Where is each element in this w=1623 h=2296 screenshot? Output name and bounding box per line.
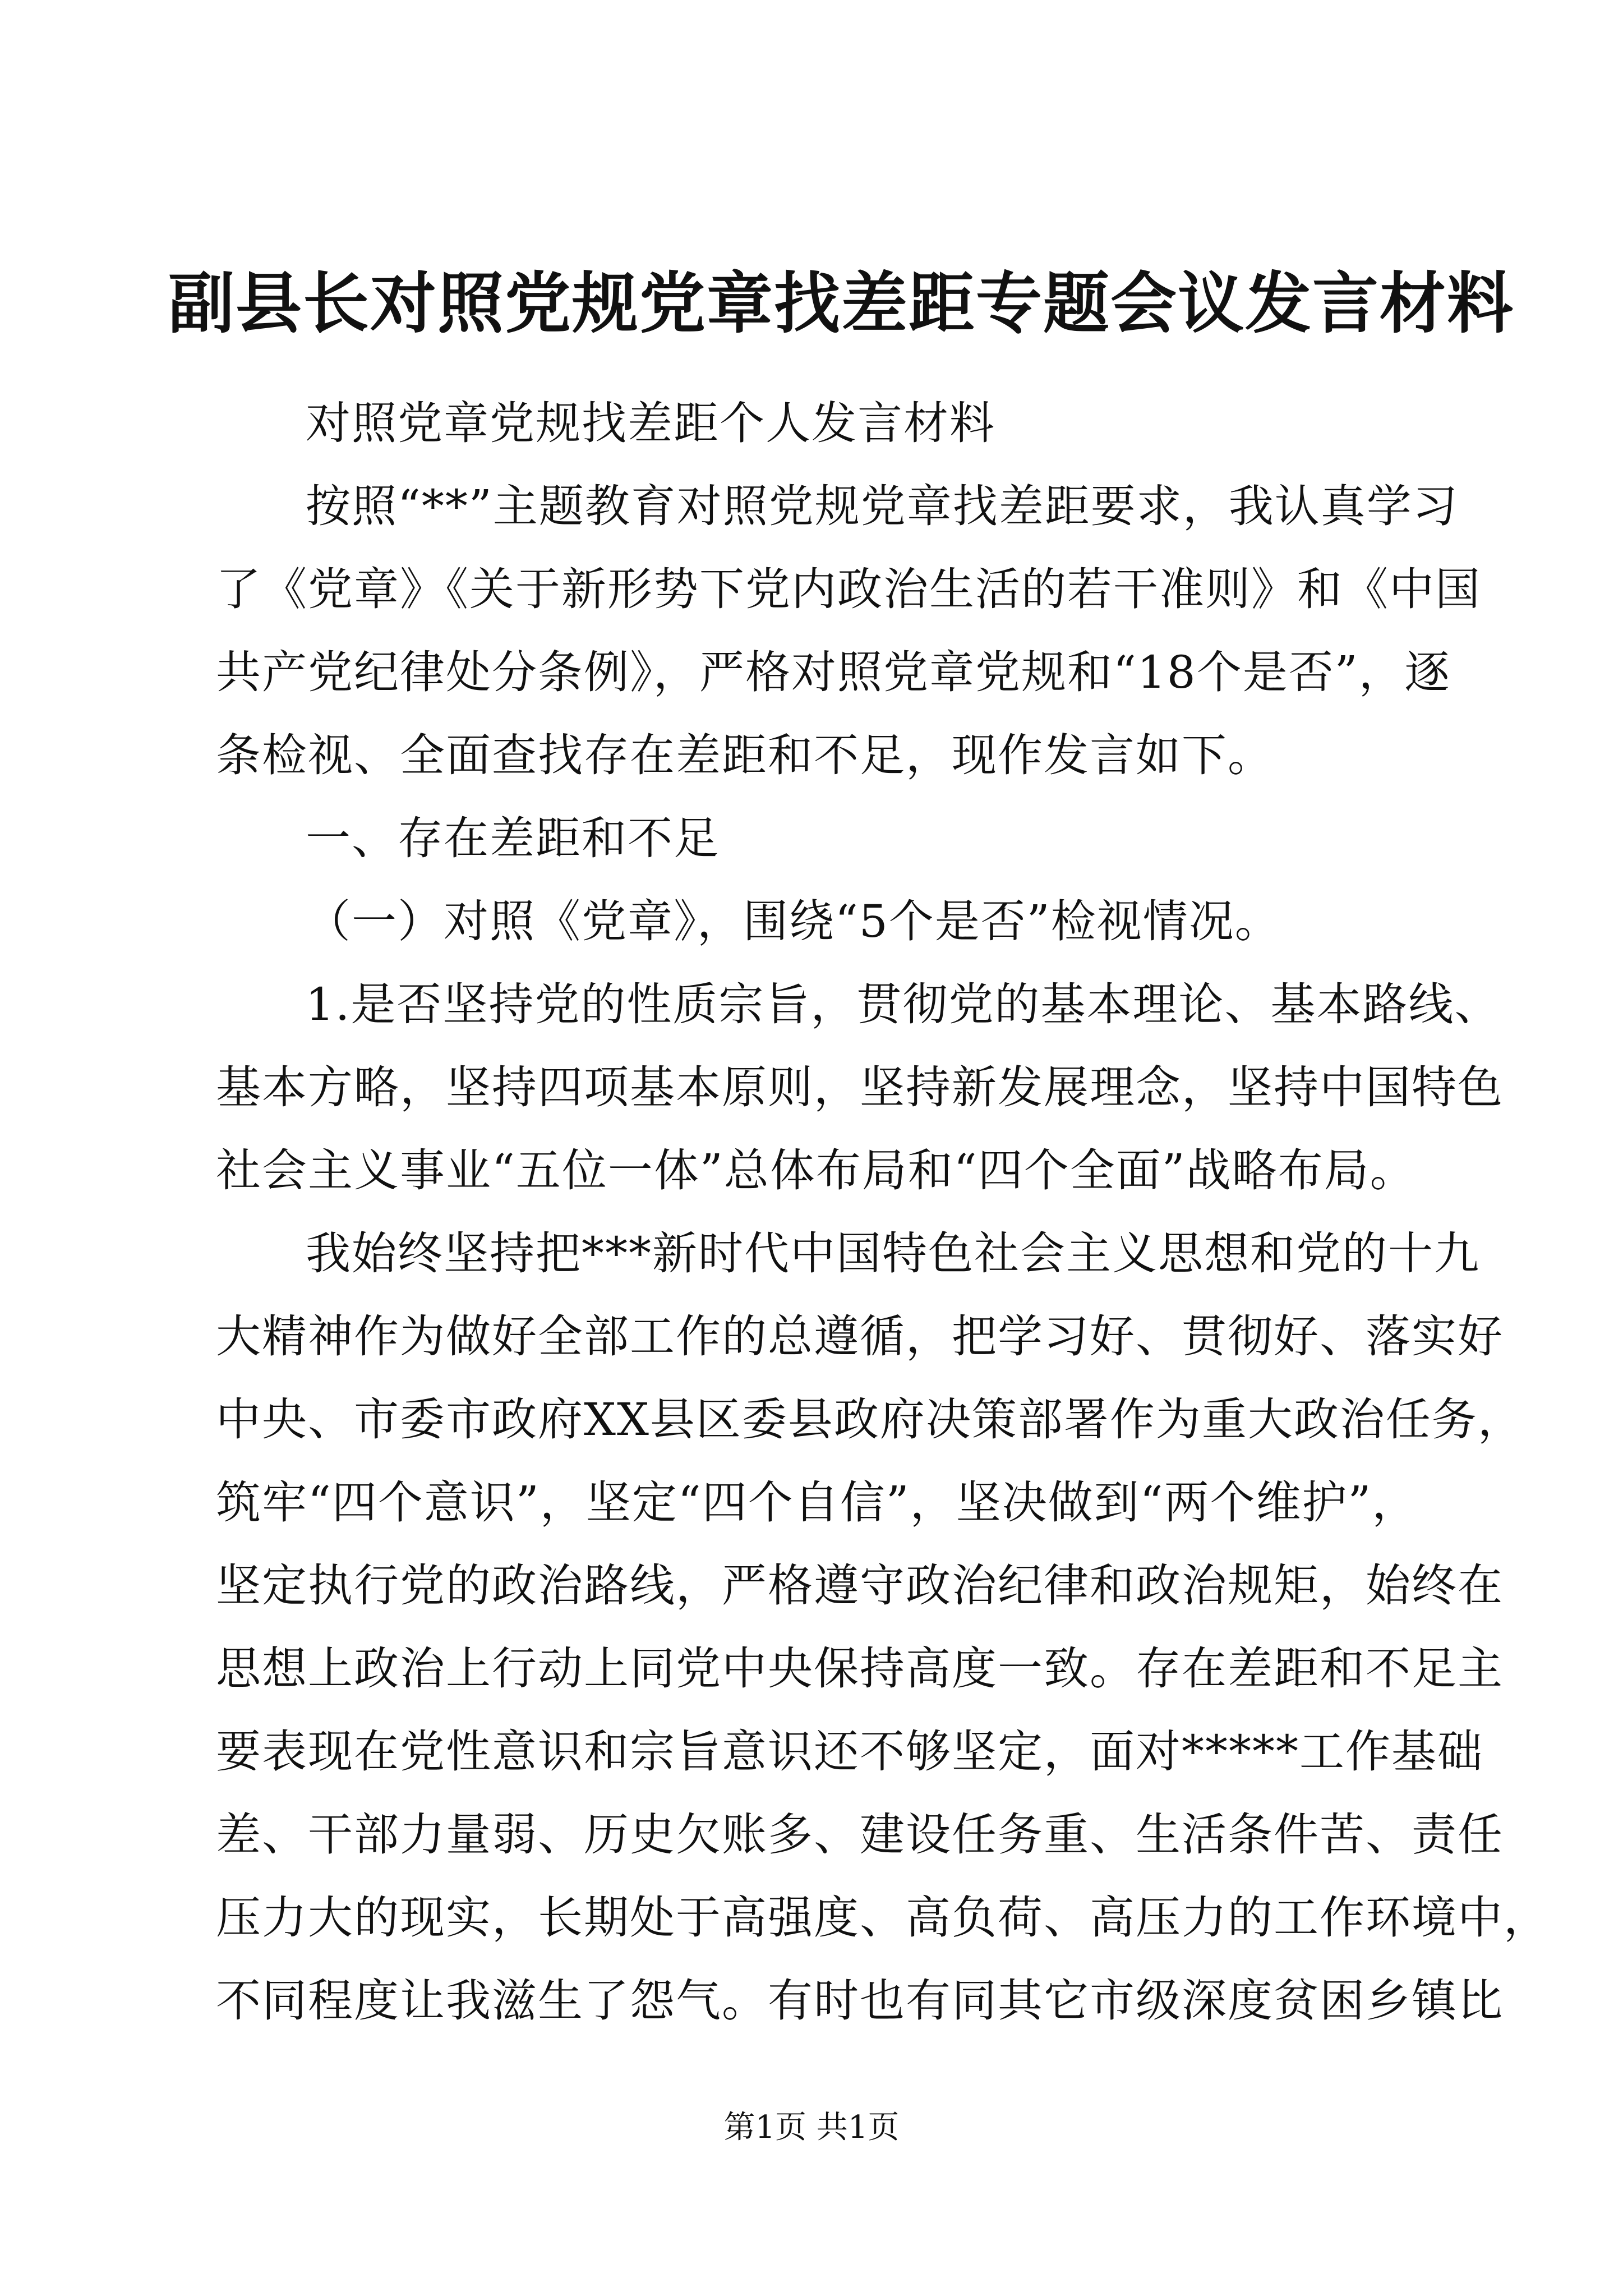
paragraph-line: 社会主义事业“五位一体”总体布局和“四个全面”战略布局。 [216, 1144, 1416, 1197]
paragraph-line: 我始终坚持把***新时代中国特色社会主义思想和党的十九 [306, 1227, 1480, 1280]
paragraph-line: 压力大的现实，长期处于高强度、高负荷、高压力的工作环境中， [216, 1892, 1550, 1944]
paragraph-line: 了《党章》《关于新形势下党内政治生活的若干准则》和《中国 [216, 563, 1481, 615]
paragraph-line: 坚定执行党的政治路线，严格遵守政治纪律和政治规矩，始终在 [216, 1559, 1504, 1612]
paragraph-line: 筑牢“四个意识”，坚定“四个自信”，坚决做到“两个维护”， [216, 1476, 1418, 1529]
paragraph-line: 中央、市委市政府XX县区委县政府决策部署作为重大政治任务， [216, 1393, 1524, 1446]
paragraph-line: 基本方略，坚持四项基本原则，坚持新发展理念，坚持中国特色 [216, 1061, 1504, 1114]
paragraph-line: 不同程度让我滋生了怨气。有时也有同其它市级深度贫困乡镇比 [216, 1975, 1504, 2027]
paragraph-line: 思想上政治上行动上同党中央保持高度一致。存在差距和不足主 [216, 1642, 1504, 1695]
section-heading: 一、存在差距和不足 [306, 812, 720, 864]
page-number-footer: 第1页 共1页 [723, 2109, 900, 2146]
paragraph-line: 按照“**”主题教育对照党规党章找差距要求，我认真学习 [306, 480, 1459, 532]
paragraph-line: 大精神作为做好全部工作的总遵循，把学习好、贯彻好、落实好 [216, 1310, 1504, 1363]
paragraph-line: 条检视、全面查找存在差距和不足，现作发言如下。 [216, 729, 1274, 781]
document-title: 副县长对照党规党章找差距专题会议发言材料 [168, 264, 1515, 342]
subtitle-line: 对照党章党规找差距个人发言材料 [306, 397, 995, 449]
paragraph-line: 共产党纪律处分条例》，严格对照党章党规和“18个是否”，逐 [216, 646, 1451, 698]
subsection-heading: （一）对照《党章》，围绕“5个是否”检视情况。 [306, 895, 1281, 947]
paragraph-line: 1.是否坚持党的性质宗旨，贯彻党的基本理论、基本路线、 [306, 978, 1501, 1030]
paragraph-line: 差、干部力量弱、历史欠账多、建设任务重、生活条件苦、责任 [216, 1809, 1504, 1861]
paragraph-line: 要表现在党性意识和宗旨意识还不够坚定，面对*****工作基础 [216, 1726, 1483, 1778]
